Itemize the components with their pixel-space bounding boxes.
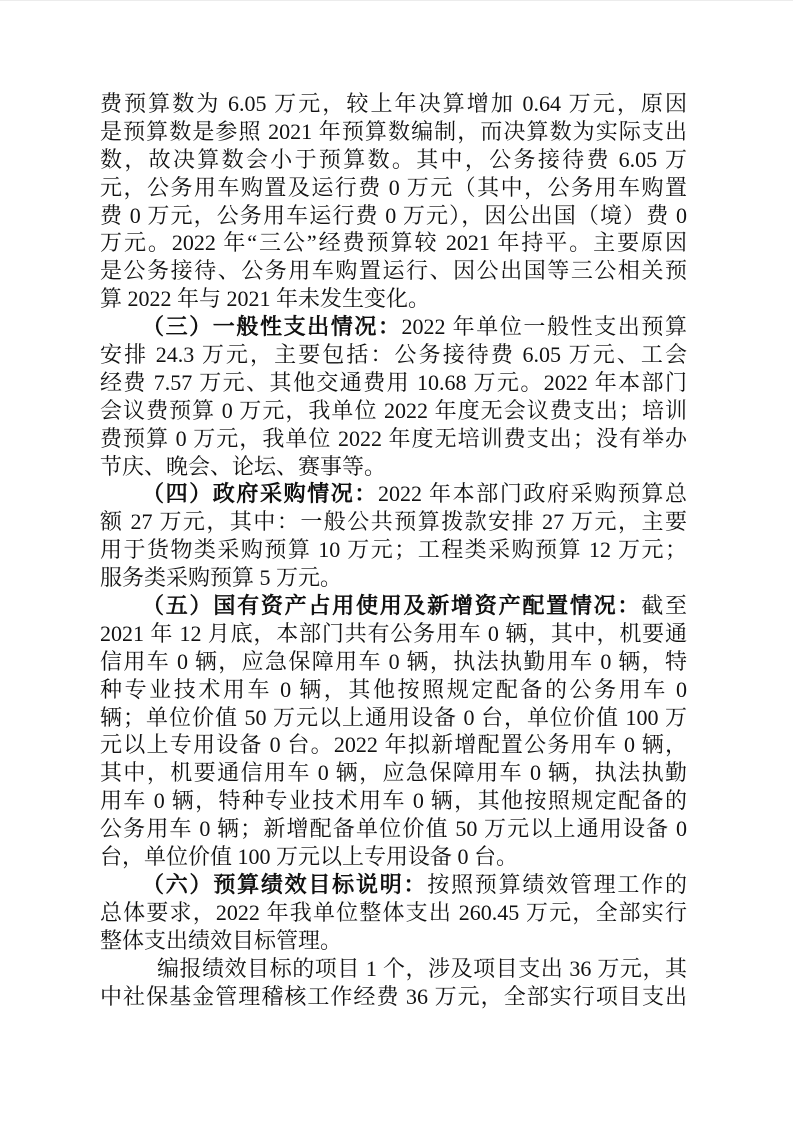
text-line	[100, 955, 687, 983]
text-line	[100, 731, 687, 759]
text-run: 会议费预算 0 万元，我单位 2022 年度无会议费支出；培训	[100, 397, 687, 423]
text-line	[100, 564, 687, 592]
para-budget-performance-targets	[100, 871, 687, 955]
text-line	[100, 871, 687, 899]
text-run: 经费 7.57 万元、其他交通费用 10.68 万元。2022 年本部门	[100, 369, 687, 395]
text-run: 安排 24.3 万元，主要包括：公务接待费 6.05 万元、工会	[100, 342, 687, 368]
text-line	[100, 843, 687, 871]
text-run: 信用车 0 辆，应急保障用车 0 辆，执法执勤用车 0 辆，特	[100, 648, 687, 674]
para-general-expenditure	[100, 313, 687, 480]
text-run: 费预算数为 6.05 万元，较上年决算增加 0.64 万元，原因	[100, 91, 687, 116]
text-run: 台，单位价值 100 万元以上专用设备 0 台。	[100, 844, 519, 870]
text-run: 用车 0 辆，特种专业技术用车 0 辆，其他按照规定配备的	[100, 788, 687, 814]
text-line	[100, 313, 687, 341]
text-run: 算 2022 年与 2021 年未发生变化。	[100, 286, 431, 312]
text-run: 是公务接待、公务用车购置运行、因公出国等三公相关预	[100, 258, 687, 284]
section-heading-run: （六）预算绩效目标说明：	[142, 871, 428, 897]
text-run: 公务用车 0 辆；新增配备单位价值 50 万元以上通用设备 0	[100, 816, 687, 842]
text-line	[100, 508, 687, 536]
para-three-public-expenses-continued	[100, 90, 687, 313]
text-run: 元以上专用设备 0 台。2022 年拟新增配置公务用车 0 辆，	[100, 732, 687, 758]
text-run: 其中，机要通信用车 0 辆，应急保障用车 0 辆，执法执勤	[100, 760, 687, 786]
text-line	[100, 536, 687, 564]
section-heading-run: （五）国有资产占用使用及新增资产配置情况：	[142, 593, 642, 619]
text-line	[100, 983, 687, 1011]
text-run: 元，公务用车购置及运行费 0 万元（其中，公务用车购置	[100, 174, 687, 200]
text-line	[100, 146, 687, 174]
text-line	[100, 787, 687, 815]
text-run: 用于货物类采购预算 10 万元；工程类采购预算 12 万元；	[100, 537, 687, 563]
text-run: 总体要求，2022 年我单位整体支出 260.45 万元，全部实行	[100, 899, 687, 925]
text-run: 按照预算绩效管理工作的	[427, 871, 687, 897]
document-text-block	[100, 90, 687, 1010]
text-line	[100, 285, 687, 313]
text-line	[100, 480, 687, 508]
text-line	[100, 341, 687, 369]
text-line	[100, 118, 687, 146]
text-line	[100, 592, 687, 620]
text-line	[100, 676, 687, 704]
text-line	[100, 202, 687, 230]
text-line	[100, 174, 687, 202]
text-run: 种专业技术用车 0 辆，其他按照规定配备的公务用车 0	[100, 676, 687, 702]
text-run: 数，故决算数会小于预算数。其中，公务接待费 6.05 万	[100, 146, 687, 172]
text-run: 是预算数是参照 2021 年预算数编制，而决算数为实际支出	[100, 118, 687, 144]
text-run: 2021 年 12 月底，本部门共有公务用车 0 辆，其中，机要通	[100, 620, 687, 646]
page-top-edge-line	[0, 0, 793, 1]
text-run: 2022 年本部门政府采购预算总	[377, 481, 687, 507]
text-run: 中社保基金管理稽核工作经费 36 万元，全部实行项目支出	[100, 983, 687, 1009]
text-line	[100, 397, 687, 425]
text-line	[100, 425, 687, 453]
text-run: 辆；单位价值 50 万元以上通用设备 0 台，单位价值 100 万	[100, 704, 687, 730]
text-line	[100, 759, 687, 787]
text-line	[100, 257, 687, 285]
text-line	[100, 648, 687, 676]
text-line	[100, 90, 687, 118]
text-run: 2022 年单位一般性支出预算	[401, 314, 687, 340]
text-line	[100, 453, 687, 481]
text-line	[100, 704, 687, 732]
text-line	[100, 620, 687, 648]
text-run: 额 27 万元，其中：一般公共预算拨款安排 27 万元，主要	[100, 509, 687, 535]
text-run: 节庆、晚会、论坛、赛事等。	[100, 453, 387, 479]
text-line	[100, 927, 687, 955]
text-line	[100, 815, 687, 843]
text-run: 截至	[641, 593, 687, 619]
section-heading-run: （四）政府采购情况：	[142, 481, 378, 507]
text-run: 费预算 0 万元，我单位 2022 年度无培训费支出；没有举办	[100, 425, 687, 451]
text-run: 编报绩效目标的项目 1 个，涉及项目支出 36 万元，其	[157, 955, 687, 981]
text-run: 服务类采购预算 5 万元。	[100, 565, 343, 591]
text-run: 整体支出绩效目标管理。	[100, 927, 343, 953]
text-line	[100, 229, 687, 257]
text-line	[100, 369, 687, 397]
para-performance-target-projects	[100, 955, 687, 1011]
para-state-owned-assets	[100, 592, 687, 871]
text-run: 万元。2022 年“三公”经费预算较 2021 年持平。主要原因	[100, 230, 687, 256]
section-heading-run: （三）一般性支出情况：	[142, 314, 402, 340]
text-run: 费 0 万元，公务用车运行费 0 万元），因公出国（境）费 0	[100, 202, 687, 228]
text-line	[100, 899, 687, 927]
para-government-procurement	[100, 480, 687, 592]
